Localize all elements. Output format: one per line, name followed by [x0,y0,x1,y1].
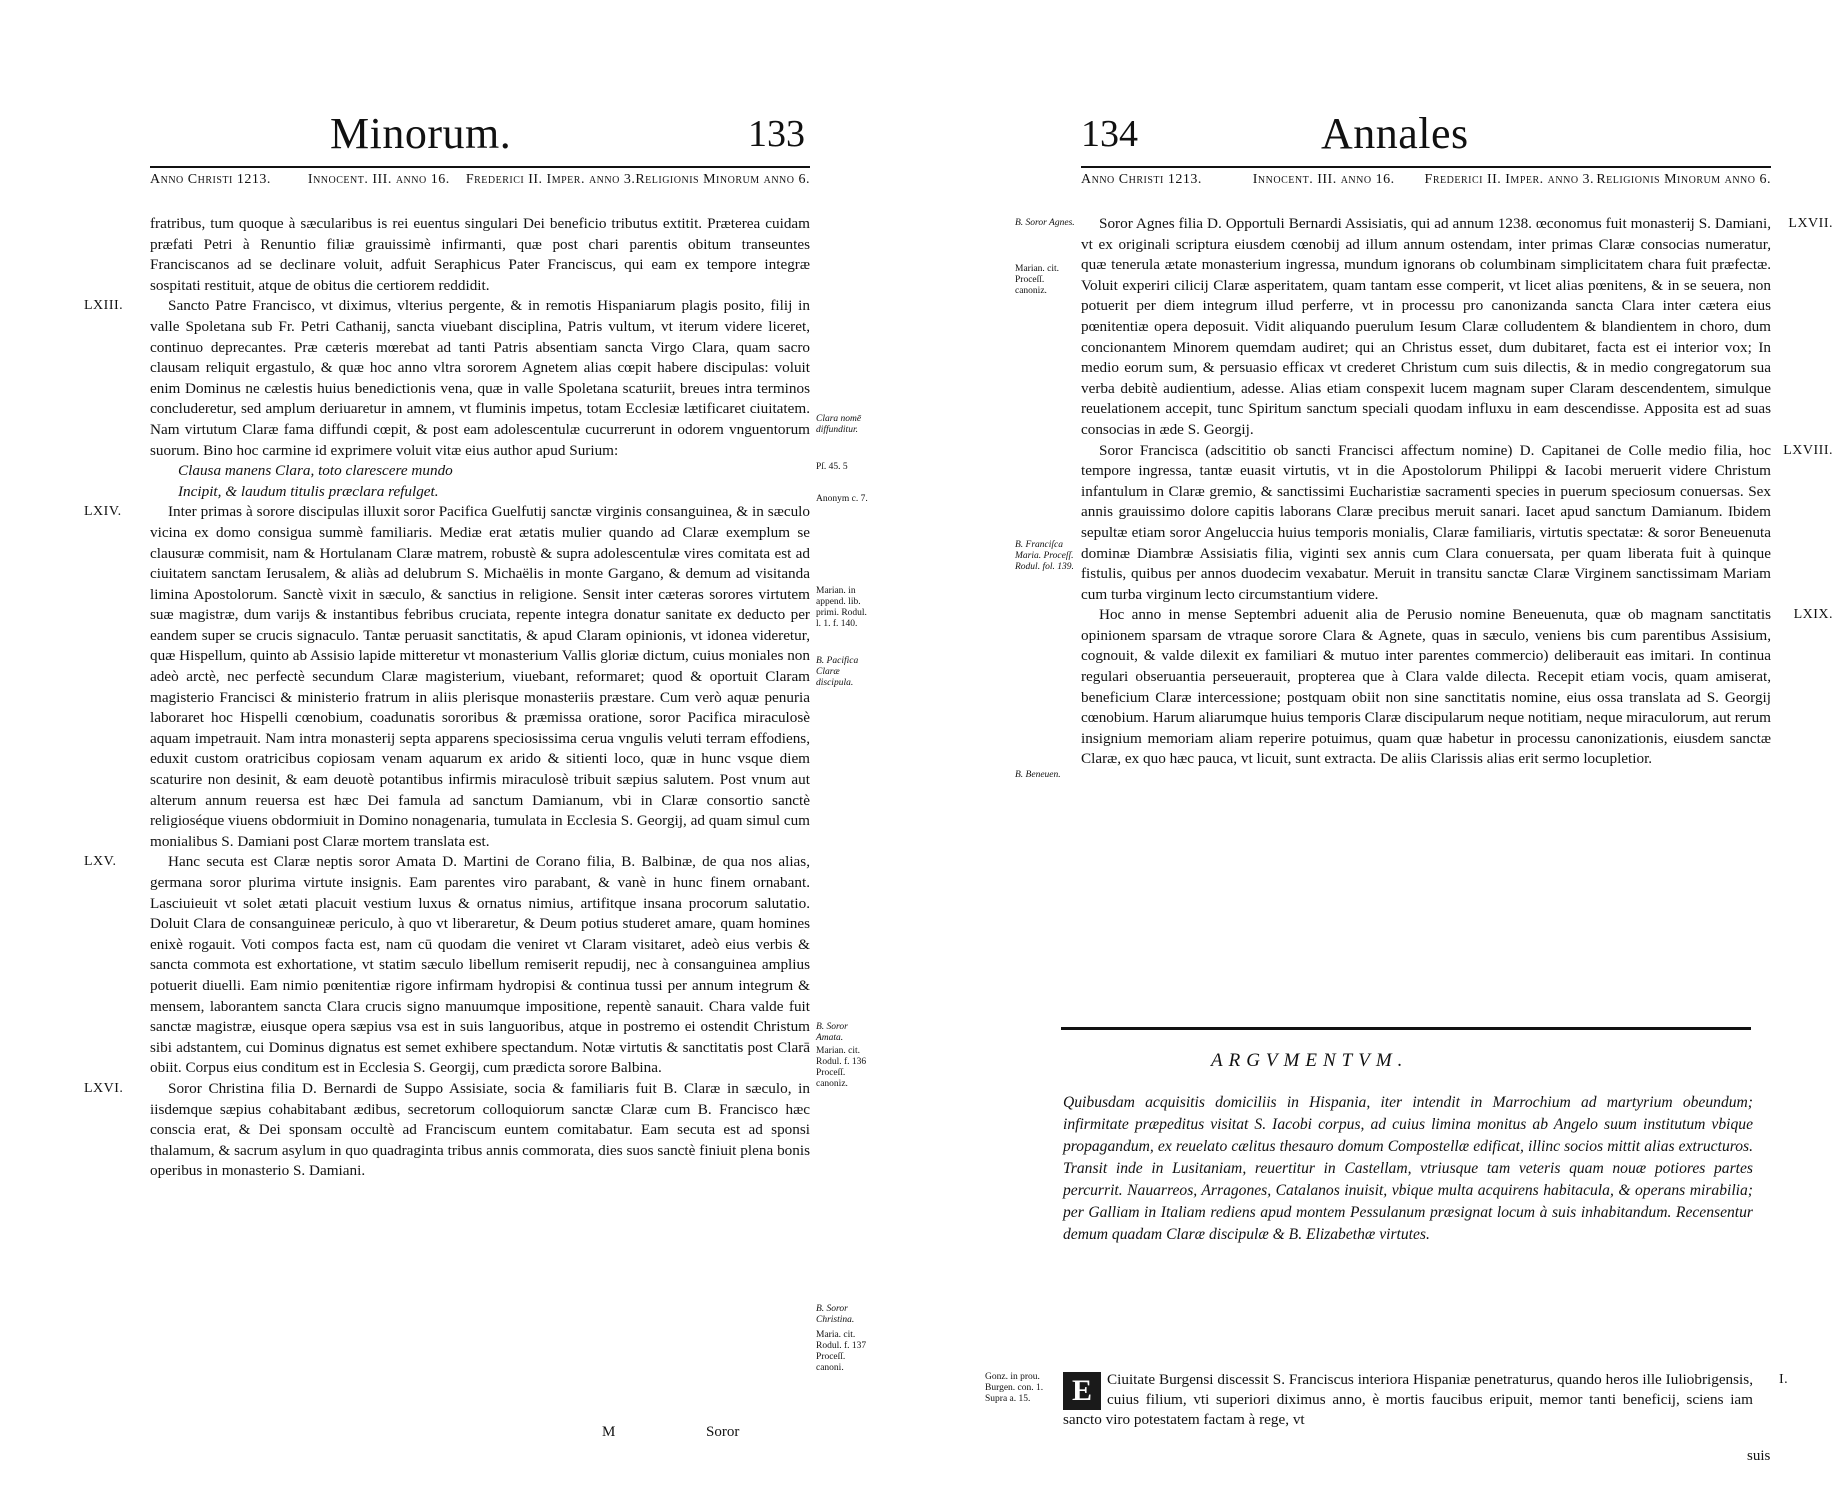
section-text: Inter primas à sorore discipulas illuxit soror Pacifica Guelfutij sanctæ virginis consanguinea, & in sæculo vicina ex domo consigua summè familiaris. Mediæ erat ætatis mulier quando ad Claræ exemplum se clausuræ commisit, nam & Hortulanam Claræ matrem, robustè & supra adolescentulæ vires comitata est ad ciuitatem sanctam Ierusalem, & aliàs ad delubrum S. Michaëlis in monte Gargano, & demum ad visitanda limina Apostolorum. Sanctè vixit in sæculo, & sanctius in religione. Sensit inter cæteras sorores virtutem suæ magistræ, dum varijs & instantibus febribus cruciata, repente integra donatur sanitate ex deducto per eandem super se crucis signaculo. Tantæ peruasit sanctitatis, & apud Claram opinionis, vt idonea videretur, quæ Hispellum, quinto ab Assisio lapide mitteretur vt monasterium Vallis gloriæ dictum, cuius moniales non adeò arctè, nec perfectè secundum Claræ magisterium, viuebant, reformaret; quod & oportuit Claram magisterio Francisci & ministerio fratrum in aliis plerisque monasteriis præstare. Cum verò aquæ penuria laboraret hoc Hispelli cœnobium, coadunatis sororibus & præmissa oratione, soror Pacifica miraculosè aquam impetrauit. Nam intra monasterij septa apparens speciosissima cerua vngulis veluti terram effodiens, eduxit custom oratricibus copiosam venam aquarum ex arido & sitienti loco, quæ in hunc vsque diem scaturire non desinit, & eam deuotè potantibus infirmis miraculosè tribuit sæpius salutem. Post vnum aut alterum annum reuersa est hæc Dei famula ad sanctum Damianum, vbi in Claræ consortio sanctè religioséque viuens obdormiuit in Domino nonagenaria, tumulata in Ecclesia S. Georgij, ad quam simul cum monialibus S. Damiani post Claræ mortem translata est. [150,503,810,850]
section-text: Hoc anno in mense Septembri aduenit alia de Perusio nomine Beneuenuta, quæ ob magnam sanctitatis opinionem sparsam de vtraque sorore Clara & Agnete, quas in sæculo, veniens bis cum parentibus Assisium, cognouit, & valde dilexit ex familiari & mutuo inter parentes commercio) deliberauit eas imitari. In continua regulari obseruantia perseuerauit, propterea que à Clara valde dilecta. Recepit etiam vocis, quam amiserat, beneficium Claræ intercessione; postquam obiit non sine sanctitatis nomine, eius ossa translata ad S. Georgij cœnobium. Harum aliarumque huius temporis Claræ discipularum neque notitiam, neque miraculorum, aut rerum insignium memoriam aliam reperire potuimus, quam quæ habetur in processu canonizationis, eiusdem sanctæ Claræ, ex quo hæc pauca, vt licuit, sunt extracta. De aliis Clarissis alias erit sermo locupletior. [1081,606,1771,768]
running-title: Annales [1321,109,1469,158]
left-page [0,0,911,1500]
marginal-note: Pſ. 45. 5 [816,462,848,472]
section-number: LXV. [84,854,117,870]
marginal-note: Marian. in append. lib. primi. Rodul. l. 1. f. 140. [816,586,867,629]
section-lxv [84,852,810,1079]
signature-mark: M [602,1424,616,1440]
section-number: LXIII. [84,298,124,314]
verse-line: Clausa manens Clara, toto clarescere mundo [178,462,453,480]
header-innocent: Innocent. III. anno 16. [1252,172,1395,187]
argumentum-text: Quibusdam acquisitis domiciliis in Hispania, iter intendit in Marrochium ad martyrium obeundum; infirmitate præpeditus visitat S. Iacobi corpus, ad cuius limina monitus ab Angelo suum institutum vbique propagandum, ex reuelato cælitus thesauro domum Compostellæ edificat, illinc socios mittit alias extructuros. Transit inde in Lusitaniam, reuertitur in Castellam, vtriusque tam veteris quam nouæ potiores partes percurrit. Nauarreos, Arragones, Catalanos inuisit, vbique multa acquirens habitacula, & operans mirabilia; per Galliam in Italiam rediens apud montem Pessulanum præsignat locum à suis inhabitandum. Recensentur demum quadam Claræ discipulæ & B. Elizabethæ virtutes. [1063,1094,1753,1243]
year-header [150,170,810,190]
marginal-note: Maria. cit. Rodul. f. 137 Proceſſ. canoni. [816,1330,867,1373]
verse-line: Incipit, & laudum titulis præclara refulget. [178,482,439,500]
year-header [1081,170,1771,190]
section-lxvii [1081,214,1833,441]
catchword: suis [1747,1448,1771,1464]
marginal-note: Clara nomē diffunditur. [816,414,862,435]
left-body [84,214,810,1182]
section-lxviii [1081,441,1833,606]
marginal-note: B. Soror Christina. [816,1304,855,1325]
section-lxix [1081,605,1833,770]
marginal-note: Anonym c. 7. [816,494,868,504]
right-page [911,0,1833,1500]
marginal-note: Marian. cit. Rodul. f. 136 Proceſſ. canoniz. [816,1046,867,1089]
section-text: Hanc secuta est Claræ neptis soror Amata D. Martini de Corano filia, B. Balbinæ, de qua nos alias, germana soror plurima virtute insignis. Eam parentes viro parabant, & vanè in hunc finem ornabant. Lasciuieuit vt solet ætati placuit vestium luxus & ornatus nimius, artifitque insana procorum salutatio. Doluit Clara de consanguineæ periculo, à quo vt liberaretur, & Deum potius studeret amare, quam homines enixè rogauit. Voti compos facta est, nam cū quodam die veniret vt Claram visitaret, adeò eius verbis & sancta commota est exhortatione, vt statim sæculo libellum remiserit repudij, nec à consanguinea amplius potuerit diuelli. Eam nimio pœnitentiæ rigore infirmam hydropisi & continua tussi per annum integrum & mensem, laborantem sancta Clara crucis signo manuumque impositione, repentè sanauit. Chara valde fuit sanctæ magistræ, eiusque opera sæpius vsa est in suis languoribus, atque in postremo ei ostendit Christum sibi adstantem, cui Dominus dignatus est semet exhibere spectandum. Notæ virtutis & sanctitatis post Clarā obiit. Corpus eius conditum est in Ecclesia S. Georgij, cum prædicta sorore Balbina. [150,853,810,1077]
marginal-note: B. Soror Amata. [816,1022,848,1043]
header-anno-christi: Anno Christi 1213. [150,172,271,187]
section-text: Soror Francisca (adscititio ob sancti Francisci affectum nomine) D. Capitanei de Colle medio filia, hoc tempore ingressa, tantæ euasit virtutis, vt in die Apostolorum Philippi & Iacobi meruerit videre Christum infantulum in Claræ gremio, & sanctissimi Eucharistiæ sacramenti species in puerum speciosum conuersas. Sex annis grauissimo dolore capitis laborans Claræ precibus meruit sanari. Iacet apud sanctum Damianum. Ibidem sepultæ etiam soror Angeluccia huius temporis monialis, Claræ familiaris, virtutis spectatæ: & soror Beneuenuta dominæ Diambræ Assisiatis filia, viginti sex annis cum Clara conuersata, per quam liberata fuit à quinque fistulis, quibus per annos duodecim vexabatur. Meruit in transitu sanctæ Claræ Virginem sanctissimam Mariam cum turba virginum lecto circumstantium videre. [1081,441,1771,603]
header-frederici: Frederici II. Imper. anno 3. [465,172,636,187]
section-number: LXIX. [1793,607,1833,623]
header-rule [150,166,810,168]
marginal-note: B. Pacifica Claræ discipula. [816,656,859,688]
right-body [1081,214,1833,770]
section-number: LXVI. [84,1080,124,1096]
paragraph-text: Ciuitate Burgensi discessit S. Franciscus interiora Hispaniæ penetraturus, quando heros ille Iuliobrigensis, cuius filium, vti superiori diximus anno, è mortis faucibus eripuit, memor tanti beneficij, sciens iam sancto viro potestatem factam à rege, vt [1063,1371,1753,1428]
section-lxvi [84,1079,810,1182]
argumentum-title: ARGVMENTVM. [1211,1050,1409,1071]
section-number: LXVII. [1788,216,1833,231]
marginal-note: Gonz. in prou. Burgen. con. 1. Supra a. 15. [985,1372,1044,1404]
drop-cap: E [1063,1372,1101,1410]
folio-number: 134 [1081,113,1138,155]
catchword: Soror [706,1424,740,1440]
first-paragraph [1063,1370,1753,1430]
section-separator [1061,1027,1751,1030]
section-number: LXIV. [84,504,122,520]
section-text: Soror Christina filia D. Bernardi de Suppo Assisiate, socia & familiaris fuit B. Claræ in sæculo, in iisdemque sæpius cohabitabant ædibus, secretorum colloquiorum sanctæ Claræ cum B. Francisco hæc conscia erat, & Dei sponsam occultè ad Franciscum euntem comitabatur. Eam secuta est ad sponsi thalamum, & sacrum asylum in quo quadraginta tribus annis commorata, dies suos sanctè finiuit plena bonis operibus in monasterio S. Damiani. [150,1079,810,1180]
header-religionis: Religionis Minorum anno 6. [635,172,810,187]
section-text: Sancto Patre Francisco, vt diximus, vlterius pergente, & in remotis Hispaniarum plagis posito, filij in valle Spoletana sub Fr. Petri Cathanij, sancta viuebant disciplina, Patris vultum, vt iterum videre liceret, continuo deprecantes. Præ cæteris mœrebat ad tanti Patris absentiam sancta Virgo Clara, quam sacro clausam reliquit ergastulo, & quæ hoc anno vltra sororem Agnetem alias cœpit habere discipulas: voluit enim Dominus ne cælestis huius benedictionis vena, quæ in valle Spoletana scaturiit, breues intra terminos concluderetur, sed amplum deriuaretur in amnem, vt fluminis impetus, totam Ecclesiæ lætificaret ciuitatem. Nam virtutum Claræ fama diffundi cœpit, & post eam adolescentulæ cucurrerunt in odorem vnguentorum suorum. Bino hoc carmine id exprimere voluit vitæ eius author apud Surium: [150,297,810,459]
section-number: LXVIII. [1783,442,1833,458]
header-anno-christi: Anno Christi 1213. [1081,172,1202,187]
section-text: Soror Agnes filia D. Opportuli Bernardi Assisiatis, qui ad annum 1238. œconomus fuit monasterij S. Damiani, vt ex originali scriptura eiusdem cœnobij ad illum annum ostendam, inter primas Claræ consocias numeratur, quæ tenerula ætate monasterium ingressa, mundum ignorans ob columbinam simplicitatem chara fuit præfectæ. Voluit experiri cilicij Claræ asperitatem, quam tantam esse comperit, vt licet alias pœnitens, & in se seuera, non potuerit per diem integrum illud perferre, vt in processu pro canonizanda sancta Clara inter cætera eius pœnitentiæ opera deposuit. Vidit aliquando puerulum Iesum Claræ colludentem & blandientem in choro, dum concionantem Minorem quemdam audiret; qui an Christus esset, dum dubitaret, facta est ei interior vox; In medio eorum sum, & persuasio efficax vt crederet Christum cum suis dilectis, & in medio congregatorum sua verba debitè audientium, adesse. Alias etiam conspexit lucem magnam super Claram descendentem, simulque reuelationem accepit, tunc Spiritum sanctum speciali quodam influxu in eam descendisse. Apposita est ad suas consocias in æde S. Georgij. [1081,215,1771,438]
marginal-note: Marian. cit. Proceſſ. canoniz. [1015,264,1060,296]
marginal-note: B. Beneuen. [1015,770,1061,780]
header-religionis: Religionis Minorum anno 6. [1596,172,1771,187]
marginal-note: B. Soror Agnes. [1015,218,1075,228]
header-frederici: Frederici II. Imper. anno 3. [1424,172,1595,187]
running-title: Minorum. [330,109,512,158]
header-rule [1081,166,1771,168]
section-number: I. [1779,1372,1789,1387]
folio-number: 133 [748,113,805,155]
section-lxiii [84,296,810,502]
marginal-note: B. Franciſca Maria. Proceſſ. Rodul. fol. 139. [1015,540,1074,572]
section-lxiv [84,502,810,852]
intro-paragraph: fratribus, tum quoque à sæcularibus is rei euentus singulari Dei beneficio tributus extitit. Præterea cuidam præfati Petri à Renuntio filiæ grauissimè infirmanti, quæ post chari parentis obitum transeuntes Franciscanos ad se declinare voluit, adfuit Seraphicus Pater Franciscus, qui eam ex tempore integræ sospitati restituit, atque de obitus die certiorem reddidit. [150,215,810,294]
header-innocent: Innocent. III. anno 16. [307,172,450,187]
